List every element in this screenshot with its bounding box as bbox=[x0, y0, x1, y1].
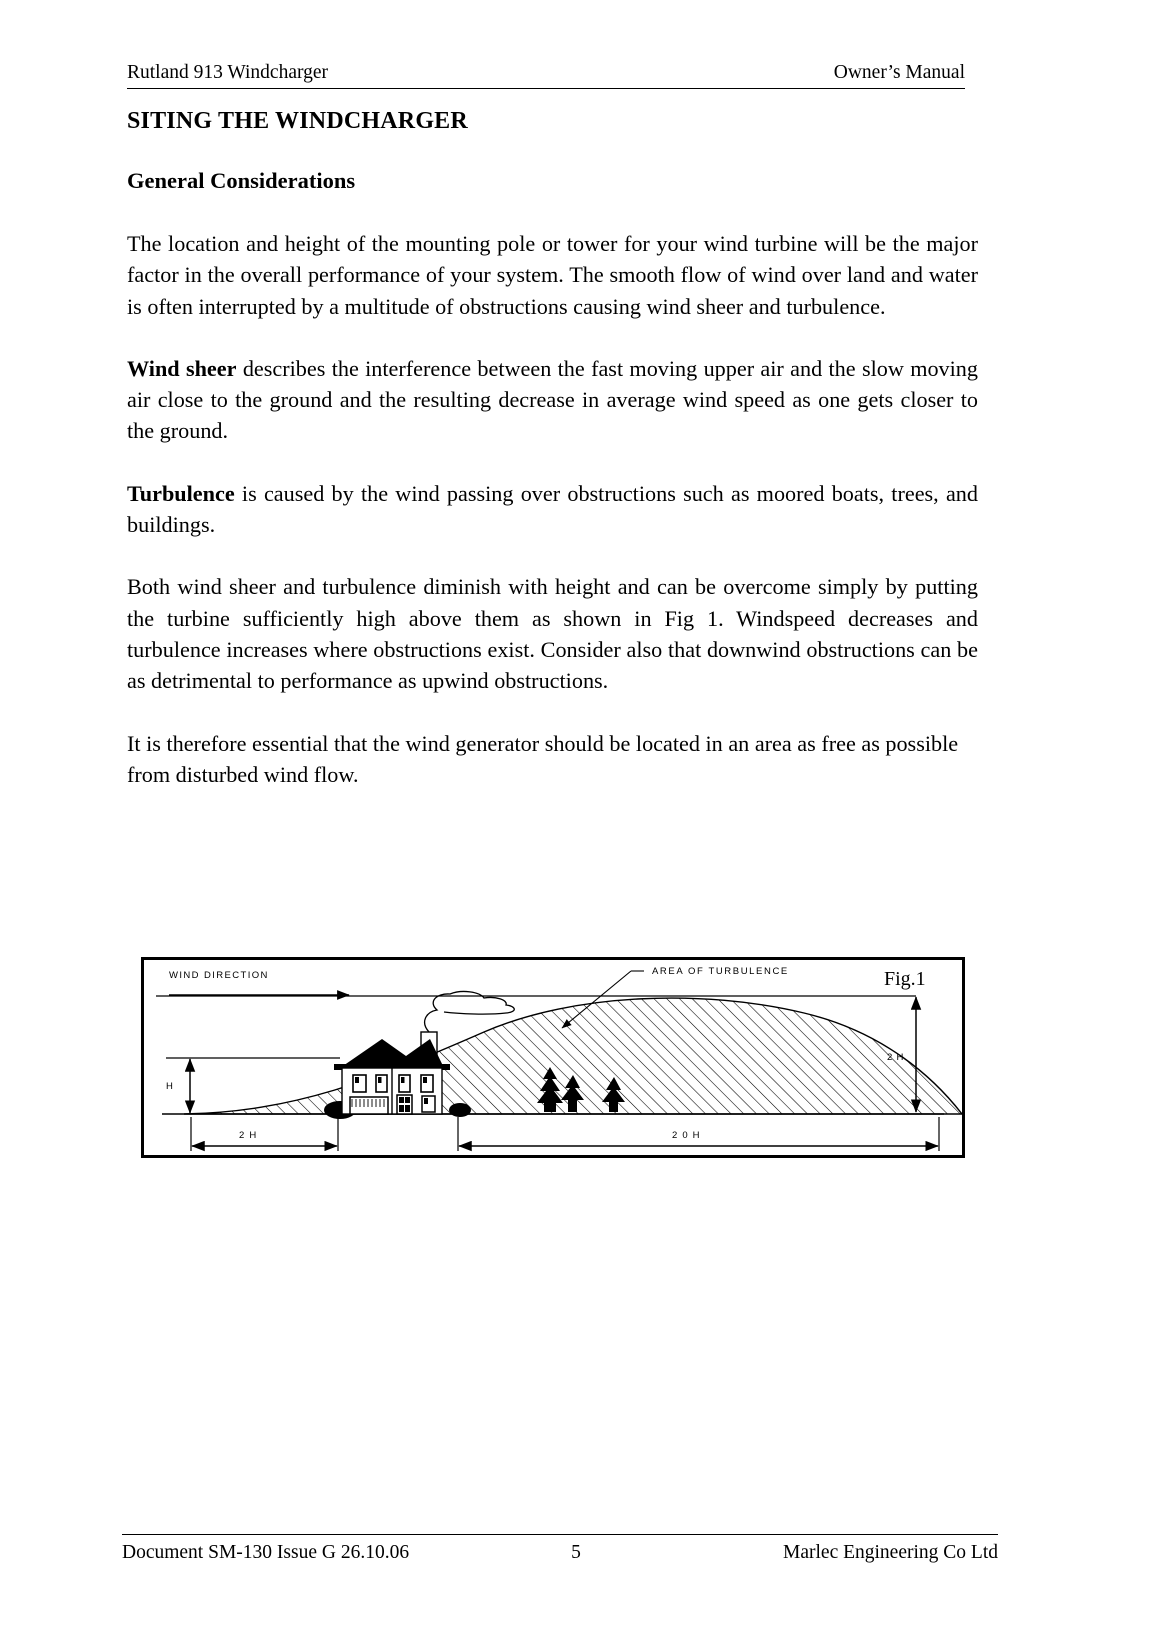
running-footer bbox=[122, 1542, 998, 1564]
paragraph-4: Both wind sheer and turbulence diminish with height and can be overcome simply by putting the turbine sufficiently high above them as shown in Fig 1. Windspeed decreases and turbulence increases where obstructions exist. Consider also that downwind obstructions can be as detrimental to performance as upwind obstructions. bbox=[127, 574, 978, 694]
paragraph-2-lead: Wind sheer bbox=[127, 355, 237, 381]
area-of-turbulence-label: AREA OF TURBULENCE bbox=[652, 966, 789, 977]
footer-rule bbox=[122, 1534, 998, 1535]
figure-caption: Fig.1 bbox=[884, 968, 926, 990]
footer-page-number: 5 bbox=[571, 1542, 581, 1563]
vertical-2h-label: 2 H bbox=[887, 1052, 905, 1063]
figure-1 bbox=[141, 957, 965, 1158]
paragraph-5: It is therefore essential that the wind generator should be located in an area as free as possible from disturbed wind flow. bbox=[127, 730, 959, 787]
paragraph-3 bbox=[127, 478, 978, 541]
dim-2h-label: 2 H bbox=[239, 1130, 258, 1141]
h-dimension-label: H bbox=[166, 1081, 173, 1092]
paragraph-3-rest: is caused by the wind passing over obstructions such as moored boats, trees, and buildings. bbox=[127, 480, 978, 538]
running-header bbox=[127, 62, 965, 83]
header-rule bbox=[127, 88, 965, 89]
footer-company: Marlec Engineering Co Ltd bbox=[783, 1542, 998, 1563]
footer-document-id: Document SM-130 Issue G 26.10.06 bbox=[122, 1542, 410, 1563]
paragraph-3-lead: Turbulence bbox=[127, 480, 235, 506]
figure-1-drawing bbox=[144, 960, 962, 1155]
section-heading: General Considerations bbox=[127, 168, 356, 193]
dim-20h-label: 2 0 H bbox=[672, 1130, 701, 1141]
page-title: SITING THE WINDCHARGER bbox=[127, 108, 468, 134]
paragraph-1: The location and height of the mounting pole or tower for your wind turbine will be the major factor in the overall performance of your system. The smooth flow of wind over land and water is often interrupted by a multitude of obstructions causing wind sheer and turbulence. bbox=[127, 231, 978, 319]
wind-direction-label: WIND DIRECTION bbox=[169, 970, 269, 981]
header-left-text: Rutland 913 Windcharger bbox=[127, 62, 329, 83]
paragraph-2 bbox=[127, 353, 978, 447]
body-text bbox=[127, 228, 978, 821]
paragraph-2-rest: describes the interference between the fast moving upper air and the slow moving air close to the ground and the resulting decrease in average wind speed as one gets closer to the ground. bbox=[127, 355, 978, 444]
header-right-text: Owner’s Manual bbox=[833, 62, 965, 83]
